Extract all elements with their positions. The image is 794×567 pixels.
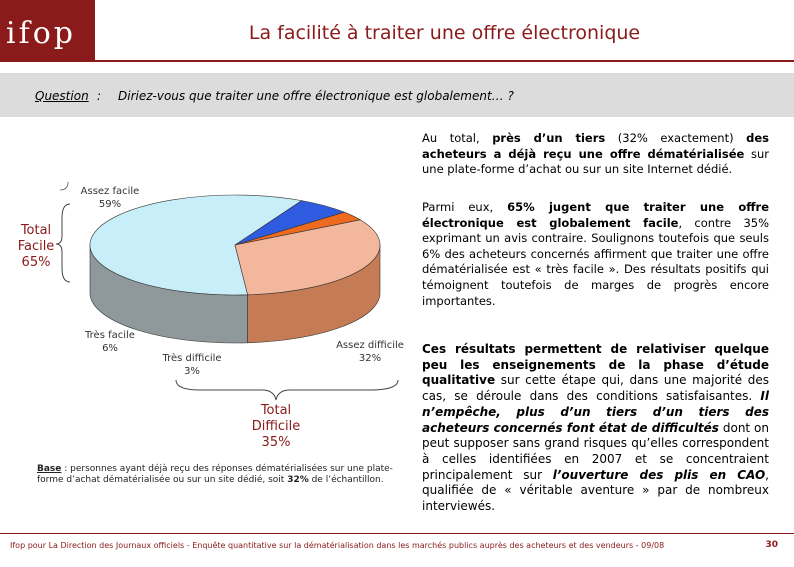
label-tres-facile-value: 6% bbox=[102, 343, 118, 354]
base-note bbox=[37, 464, 397, 486]
base-pct: 32% bbox=[287, 475, 309, 485]
question-colon: : bbox=[97, 89, 102, 103]
p2-bold-1: 65% jugent que traiter une offre électronique est globalement facile bbox=[422, 200, 770, 230]
footer-text: Ifop pour La Direction des Journaux officiels - Enquête quantitative sur la dématérialisation dans les marchés publics auprès des acheteurs et des vendeurs - 09/08 bbox=[10, 541, 665, 550]
label-tres-difficile-value: 3% bbox=[184, 366, 200, 377]
label-tres-difficile-name: Très difficile bbox=[162, 353, 222, 364]
total-difficile-line3: 35% bbox=[261, 435, 291, 450]
total-facile-line1: Total bbox=[20, 223, 52, 238]
p3-text-1: sur cette étape qui, dans une majorité des cas, se déroule dans des conditions satisfaisantes. bbox=[422, 373, 769, 404]
logo-text: ifop bbox=[6, 16, 76, 51]
brace-difficile bbox=[176, 380, 398, 400]
total-difficile-line2: Difficile bbox=[251, 419, 301, 434]
p3-text-2: dont on peut supposer sans grand risques qu’elles correspondent à celles identifiées en 2007 et se concentraient principalement sur bbox=[422, 420, 769, 482]
label-assez-difficile-value: 32% bbox=[358, 353, 382, 364]
question-bar bbox=[0, 73, 794, 117]
label-assez-facile-name: Assez facile bbox=[80, 186, 140, 197]
p3-bold-1: Ces résultats permettent de relativiser quelque peu les enseignements de la phase d’étude qualitative bbox=[422, 342, 769, 388]
p2-text-1: Parmi eux, bbox=[422, 200, 508, 214]
base-label: Base bbox=[37, 464, 62, 474]
pie-chart-svg bbox=[0, 118, 420, 458]
p3-bolditalic-2: l’ouverture des plis en CAO bbox=[552, 467, 766, 482]
label-assez-difficile-name: Assez difficile bbox=[336, 340, 404, 351]
total-facile-line3: 65% bbox=[21, 255, 51, 270]
p1-bold-1: près d’un tiers bbox=[492, 131, 606, 145]
p3-bolditalic-1: Il n’empêche, plus d’un tiers d’un tiers des acheteurs concernés font état de difficultés bbox=[422, 389, 769, 435]
paragraph-1 bbox=[422, 131, 769, 178]
p3-text-3: , qualifiée de « véritable aventure » par de nombreux interviewés. bbox=[422, 467, 769, 514]
paragraph-2 bbox=[422, 200, 769, 309]
p1-text-3: sur une plate-forme d’achat ou sur un site Internet dédié. bbox=[422, 146, 769, 177]
label-assez-facile-value: 59% bbox=[98, 199, 122, 210]
label-tres-facile-name: Très facile bbox=[85, 330, 135, 341]
p2-text-2: , contre 35% exprimant un avis contraire. Soulignons toutefois que seuls 6% des acheteurs concernés affirment que traiter une offre dématérialisée est « très facile ». Des résultats positifs qui témoignent toutefois de marges de progrès encore importantes. bbox=[422, 215, 770, 308]
p1-bold-2: des acheteurs a déjà reçu une offre dématérialisée bbox=[422, 131, 769, 161]
question-text: Diriez-vous que traiter une offre électronique est globalement… ? bbox=[118, 89, 514, 103]
title-divider bbox=[95, 60, 794, 62]
base-text: : personnes ayant déjà reçu des réponses dématérialisées sur une plate-forme d’achat dématérialisée ou sur un site dédié, soit bbox=[37, 464, 393, 485]
page-title: La facilité à traiter une offre électronique bbox=[248, 22, 641, 44]
p1-text-2: (32% exactement) bbox=[605, 131, 747, 145]
ifop-logo bbox=[0, 0, 95, 62]
total-difficile-line1: Total bbox=[260, 403, 292, 418]
question-label: Question bbox=[35, 89, 89, 103]
total-facile-line2: Facile bbox=[17, 239, 55, 254]
brace-facile bbox=[56, 204, 70, 282]
footer-divider bbox=[0, 533, 794, 534]
pie-chart bbox=[0, 118, 420, 458]
p1-text-1: Au total, bbox=[422, 131, 493, 145]
page-number: 30 bbox=[765, 540, 778, 550]
paragraph-3 bbox=[422, 342, 769, 515]
base-end: de l’échantillon. bbox=[308, 475, 384, 485]
